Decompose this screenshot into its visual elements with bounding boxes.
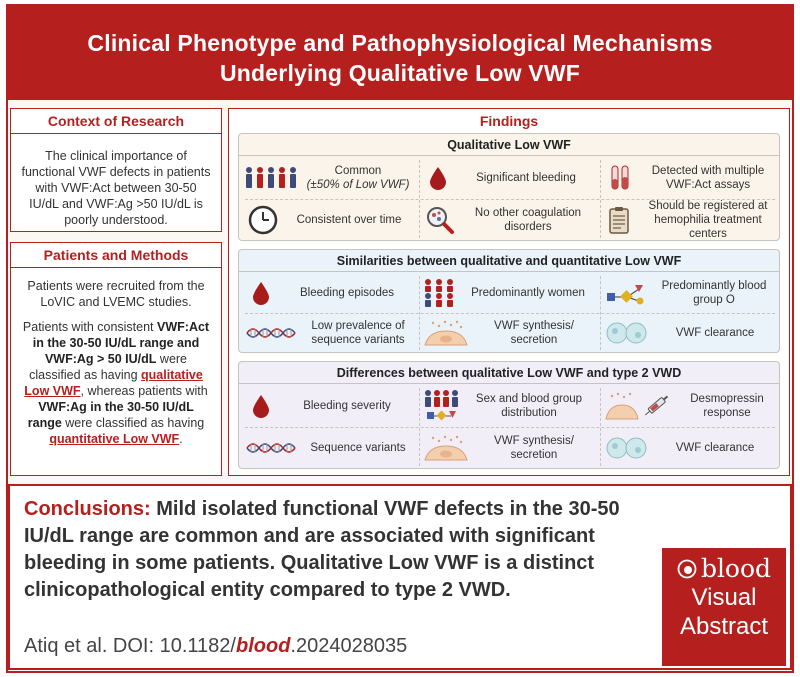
blood-drop-icon	[243, 394, 279, 418]
magnifier-icon	[421, 205, 459, 235]
diff-synthesis-text: VWF synthesis/ secretion	[494, 435, 574, 461]
findings-panel	[228, 108, 790, 476]
people-glycan-icon	[421, 389, 461, 423]
qualitative-title: Qualitative Low VWF	[239, 134, 779, 156]
differences-title: Differences between qualitative Low VWF and type 2 VWD	[239, 362, 779, 384]
qual-coag-text: No other coagulation disorders	[474, 207, 582, 233]
methods-p2-g: were classified as having	[61, 416, 205, 430]
qual-common-cell	[243, 158, 415, 198]
qual-coag-cell	[421, 200, 597, 240]
badge-line-1: Visual	[691, 584, 757, 611]
macrophage-icon	[603, 436, 651, 460]
diff-variants-cell	[243, 428, 415, 468]
dna-icon	[243, 325, 301, 341]
similarities-box	[238, 249, 780, 353]
citation-prefix: Atiq et al. DOI: 10.1182/	[24, 635, 236, 657]
sim-hsep	[245, 313, 775, 314]
methods-p2-f: VWF:Ag in the 30-50 IU/dL range	[27, 400, 194, 430]
diff-variants-text: Sequence variants	[310, 442, 406, 454]
qual-assays-text: Detected with multiple VWF:Act assays	[651, 165, 765, 191]
methods-p2-b: VWF:Act in the 30-50 IU/dL range and VWF:Ag > 50 IU/dL	[32, 320, 210, 366]
qual-registered-text: Should be registered at hemophilia treatment centers	[648, 200, 768, 240]
methods-p1: Patients were recruited from the LoVIC and LVEMC studies.	[27, 279, 205, 309]
diff-sexblood-cell	[421, 386, 597, 426]
sim-prevalence-cell	[243, 314, 415, 352]
diff-clearance-cell	[603, 428, 779, 468]
title-line-2: Underlying Qualitative Low VWF	[220, 60, 580, 86]
diff-sexblood-text: Sex and blood group distribution	[475, 393, 583, 419]
methods-qualitative-term: qualitative Low VWF	[24, 368, 203, 398]
qual-common-label: Common	[334, 165, 382, 177]
conclusions-body: Mild isolated functional VWF defects in the 30-50 IU/dL range are common and are associated with significant bleeding in some patients. Qualitative Low VWF is a distinct clinicopathological entity compared to type 2 VWD.	[24, 498, 620, 601]
sim-episodes-cell	[243, 274, 415, 312]
diff-hsep	[245, 427, 775, 428]
sim-prevalence-text: Low prevalence of sequence variants	[311, 320, 405, 346]
blood-drop-icon	[421, 166, 455, 190]
methods-panel	[10, 242, 222, 476]
test-tubes-icon	[603, 165, 637, 191]
qual-consistent-cell	[243, 200, 415, 240]
conclusions-text	[24, 496, 644, 604]
qual-registered-cell	[603, 200, 779, 240]
title-line-1: Clinical Phenotype and Pathophysiological Mechanisms	[87, 30, 713, 56]
clipboard-icon	[603, 206, 637, 234]
methods-heading: Patients and Methods	[43, 247, 189, 263]
methods-p2-a: Patients with consistent	[22, 320, 158, 334]
qual-bleeding-text: Significant bleeding	[476, 172, 576, 184]
conclusions-label: Conclusions:	[24, 498, 151, 520]
citation	[24, 635, 407, 658]
glycan-icon	[603, 281, 649, 305]
sim-synthesis-text: VWF synthesis/ secretion	[494, 320, 574, 346]
sim-episodes-text: Bleeding episodes	[300, 287, 394, 299]
conclusions-panel	[8, 484, 792, 670]
qual-hsep	[245, 199, 775, 200]
qual-common-text	[301, 164, 415, 192]
diff-severity-text: Bleeding severity	[303, 400, 391, 412]
clock-icon	[243, 205, 283, 235]
diff-synthesis-cell	[421, 428, 597, 468]
sim-women-cell	[421, 274, 597, 312]
blood-drop-icon	[243, 281, 279, 305]
methods-p2-i: .	[179, 432, 183, 446]
methods-quantitative-term: quantitative Low VWF	[49, 432, 180, 446]
endothelial-cell-icon	[421, 434, 471, 462]
blood-logo-icon	[677, 559, 697, 579]
endothelial-cell-icon	[421, 319, 471, 347]
sim-bloodgroup-cell	[603, 274, 779, 312]
qual-bleeding-cell	[421, 158, 597, 198]
sim-clearance-text: VWF clearance	[675, 327, 755, 339]
context-heading: Context of Research	[47, 113, 185, 129]
citation-journal: blood	[235, 635, 291, 657]
similarities-title: Similarities between qualitative and quantitative Low VWF	[239, 250, 779, 272]
diff-desmo-cell	[603, 386, 779, 426]
qual-consistent-text: Consistent over time	[296, 214, 402, 226]
sim-clearance-cell	[603, 314, 779, 352]
diff-clearance-text: VWF clearance	[675, 442, 755, 454]
sim-bloodgroup-text: Predominantly blood group O	[661, 280, 767, 306]
diff-severity-cell	[243, 386, 415, 426]
qual-common-sub: (±50% of Low VWF)	[306, 179, 410, 191]
blood-brand	[662, 554, 786, 583]
qualitative-box	[238, 133, 780, 241]
dna-icon	[243, 440, 301, 456]
methods-p2-c: were classified as having	[29, 352, 188, 382]
sim-synthesis-cell	[421, 314, 597, 352]
visual-abstract-badge	[662, 548, 786, 666]
people-group-icon	[243, 166, 301, 190]
differences-box	[238, 361, 780, 469]
context-text: The clinical importance of functional VWF defects in patients with VWF:Act between 30-50 IU/dL and VWF:Ag >50 IU/dL is poorly understood.	[21, 149, 211, 227]
macrophage-icon	[603, 321, 651, 345]
sim-women-text: Predominantly women	[471, 287, 585, 299]
syringe-cell-icon	[603, 391, 675, 421]
qual-assays-cell	[603, 158, 779, 198]
findings-heading: Findings	[479, 113, 539, 129]
badge-line-2: Abstract	[679, 613, 769, 640]
women-group-icon	[421, 278, 459, 308]
context-panel	[10, 108, 222, 232]
diff-desmo-text: Desmopressin response	[690, 393, 764, 419]
title-banner	[8, 6, 792, 100]
blood-brand-text: blood	[700, 554, 772, 583]
citation-suffix: .2024028035	[290, 635, 408, 657]
methods-p2	[11, 310, 221, 447]
methods-p2-e: , whereas patients with	[80, 384, 208, 398]
